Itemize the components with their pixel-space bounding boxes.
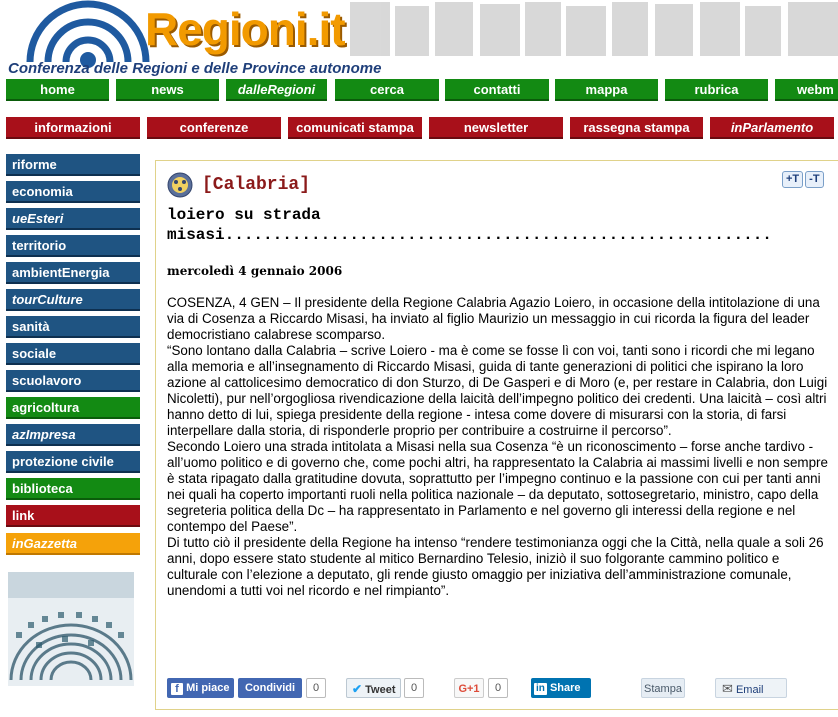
sidebar-item-in-gazzetta[interactable]: inGazzetta [6,533,140,555]
facebook-like-label: Mi piace [186,682,230,694]
tweet-label: Tweet [365,684,396,696]
nav-informazioni[interactable]: informazioni [6,117,140,139]
twitter-icon: ✔ [352,682,363,696]
facebook-share-count: 0 [306,678,326,698]
primary-nav [0,79,838,101]
region-crest-icon [167,172,193,198]
article-date: mercoledì 4 gennaio 2006 [167,264,343,278]
sidebar-item-ambient-energia[interactable]: ambientEnergia [6,262,140,284]
site-logo[interactable]: Regioni.it [145,3,345,55]
facebook-icon: f [171,683,183,695]
facebook-like-button[interactable] [167,678,234,698]
nav-rubrica[interactable]: rubrica [665,79,768,101]
article-title-line1: loiero su strada [167,206,321,224]
nav-home[interactable]: home [6,79,109,101]
font-decrease-button[interactable]: -T [805,171,823,188]
article-title [167,205,772,245]
sidebar-item-tour-culture[interactable]: tourCulture [6,289,140,311]
linkedin-label: Share [549,682,581,694]
email-label: Email [735,684,764,696]
facebook-share-button[interactable]: Condividi [238,678,302,698]
print-button[interactable]: Stampa [641,678,685,698]
nav-in-parlamento[interactable]: inParlamento [710,117,834,139]
nav-rassegna-stampa[interactable]: rassegna stampa [570,117,703,139]
nav-contatti[interactable]: contatti [445,79,549,101]
google-plus-count: 0 [488,678,508,698]
font-increase-button[interactable]: +T [782,171,803,188]
nav-newsletter[interactable]: newsletter [429,117,563,139]
secondary-nav [0,117,838,139]
nav-dalle-regioni[interactable]: dalleRegioni [226,79,327,101]
nav-cerca[interactable]: cerca [335,79,439,101]
font-size-controls [782,169,826,188]
sidebar-item-sanita[interactable]: sanità [6,316,140,338]
sidebar-item-territorio[interactable]: territorio [6,235,140,257]
sidebar-item-economia[interactable]: economia [6,181,140,203]
nav-conferenze[interactable]: conferenze [147,117,281,139]
site-subtitle: Conferenza delle Regioni e delle Province autonome [8,60,382,77]
sidebar-item-agricoltura[interactable]: agricoltura [6,397,140,419]
article-paragraph: “Sono lontano dalla Calabria – scrive Loiero - ma è come se fosse lì con voi, tanti sono i ricordi che mi legano alla memoria e all’insegnamento di Riccardo Misasi, guida di tante generazioni di politici che ispirano la loro azione al cattolicesimo democratico di don Sturzo, di De Gasperi e di Moro (e, per restare in Calabria, don Luigi Nicoletti), pur nell’orgogliosa rivendicazione della laicità dell’impegno politico dei credenti. Una laicità – così altri hanno detto di lui, spiega presidente della regione - intesa come dovere di misurarsi con la storia, di farsi interpellare dalla storia, di risponderle proprio per contribuire a costruirne il percorso”. [167,343,828,438]
article-paragraph: COSENZA, 4 GEN – Il presidente della Regione Calabria Agazio Loiero, in occasione della intitolazione di una via di Cosenza a Riccardo Misasi, ha inviato al figlio Maurizio un messaggio in cui ricorda la figura del leader democristiano calabrese scomparso. [167,295,820,342]
linkedin-share-button[interactable] [531,678,591,698]
sidebar-item-scuolavoro[interactable]: scuolavoro [6,370,140,392]
article-paragraph: Di tutto ciò il presidente della Regione ha intenso “rendere testimonianza oggi che la Città, nella quale a soli 26 anni, dopo essere stato studente al mitico Bernardino Telesio, iniziò il suo folgorante cammino politico e culturale con l’elezione a deputato, gli rende giusto omaggio per iniziativa dell’amministrazione comunale, unendomi a tutti voi nel ricordo e nel rimpianto”. [167,535,824,598]
article-paragraph: Secondo Loiero una strada intitolata a Misasi nella sua Cosenza “è un riconoscimento – forse anche tardivo - all’uomo politico e di governo che, come pochi altri, ha rappresentato la Calabria ai massimi livelli e non sempre è stata ripagato dalla gratitudine dovuta, soprattutto per l’impegno continuo e la passione con cui per tanti anni nei quali ha coperto importanti ruoli nella politica nazionale – da deputato, sottosegretario, ministro, capo della segreteria politica della Dc – ha rappresentato in Parlamento e nel governo gli interessi della regione e nel contempo del Paese”. [167,439,828,534]
email-button[interactable] [715,678,787,698]
sidebar-item-riforme[interactable]: riforme [6,154,140,176]
article-panel [155,160,838,710]
parliament-image[interactable] [6,570,136,688]
article-title-line2: misasi......................................................... [167,226,772,244]
sidebar-item-ue-esteri[interactable]: ueEsteri [6,208,140,230]
nav-news[interactable]: news [116,79,219,101]
article-body [167,295,829,599]
google-plus-button[interactable]: G+1 [454,678,484,698]
tweet-button[interactable] [346,678,401,698]
region-label[interactable]: [Calabria] [202,175,311,195]
sidebar-item-sociale[interactable]: sociale [6,343,140,365]
nav-comunicati-stampa[interactable]: comunicati stampa [288,117,422,139]
tweet-count: 0 [404,678,424,698]
sidebar-item-biblioteca[interactable]: biblioteca [6,478,140,500]
share-bar [167,678,827,702]
site-header [0,0,838,78]
linkedin-icon: in [536,683,545,694]
sidebar-item-az-impresa[interactable]: azImpresa [6,424,140,446]
nav-mappa[interactable]: mappa [555,79,658,101]
sidebar-item-protezione-civile[interactable]: protezione civile [6,451,140,473]
sidebar [6,154,140,560]
sidebar-item-link[interactable]: link [6,505,140,527]
nav-webm[interactable]: webm [775,79,838,101]
envelope-icon: ✉ [722,681,733,696]
